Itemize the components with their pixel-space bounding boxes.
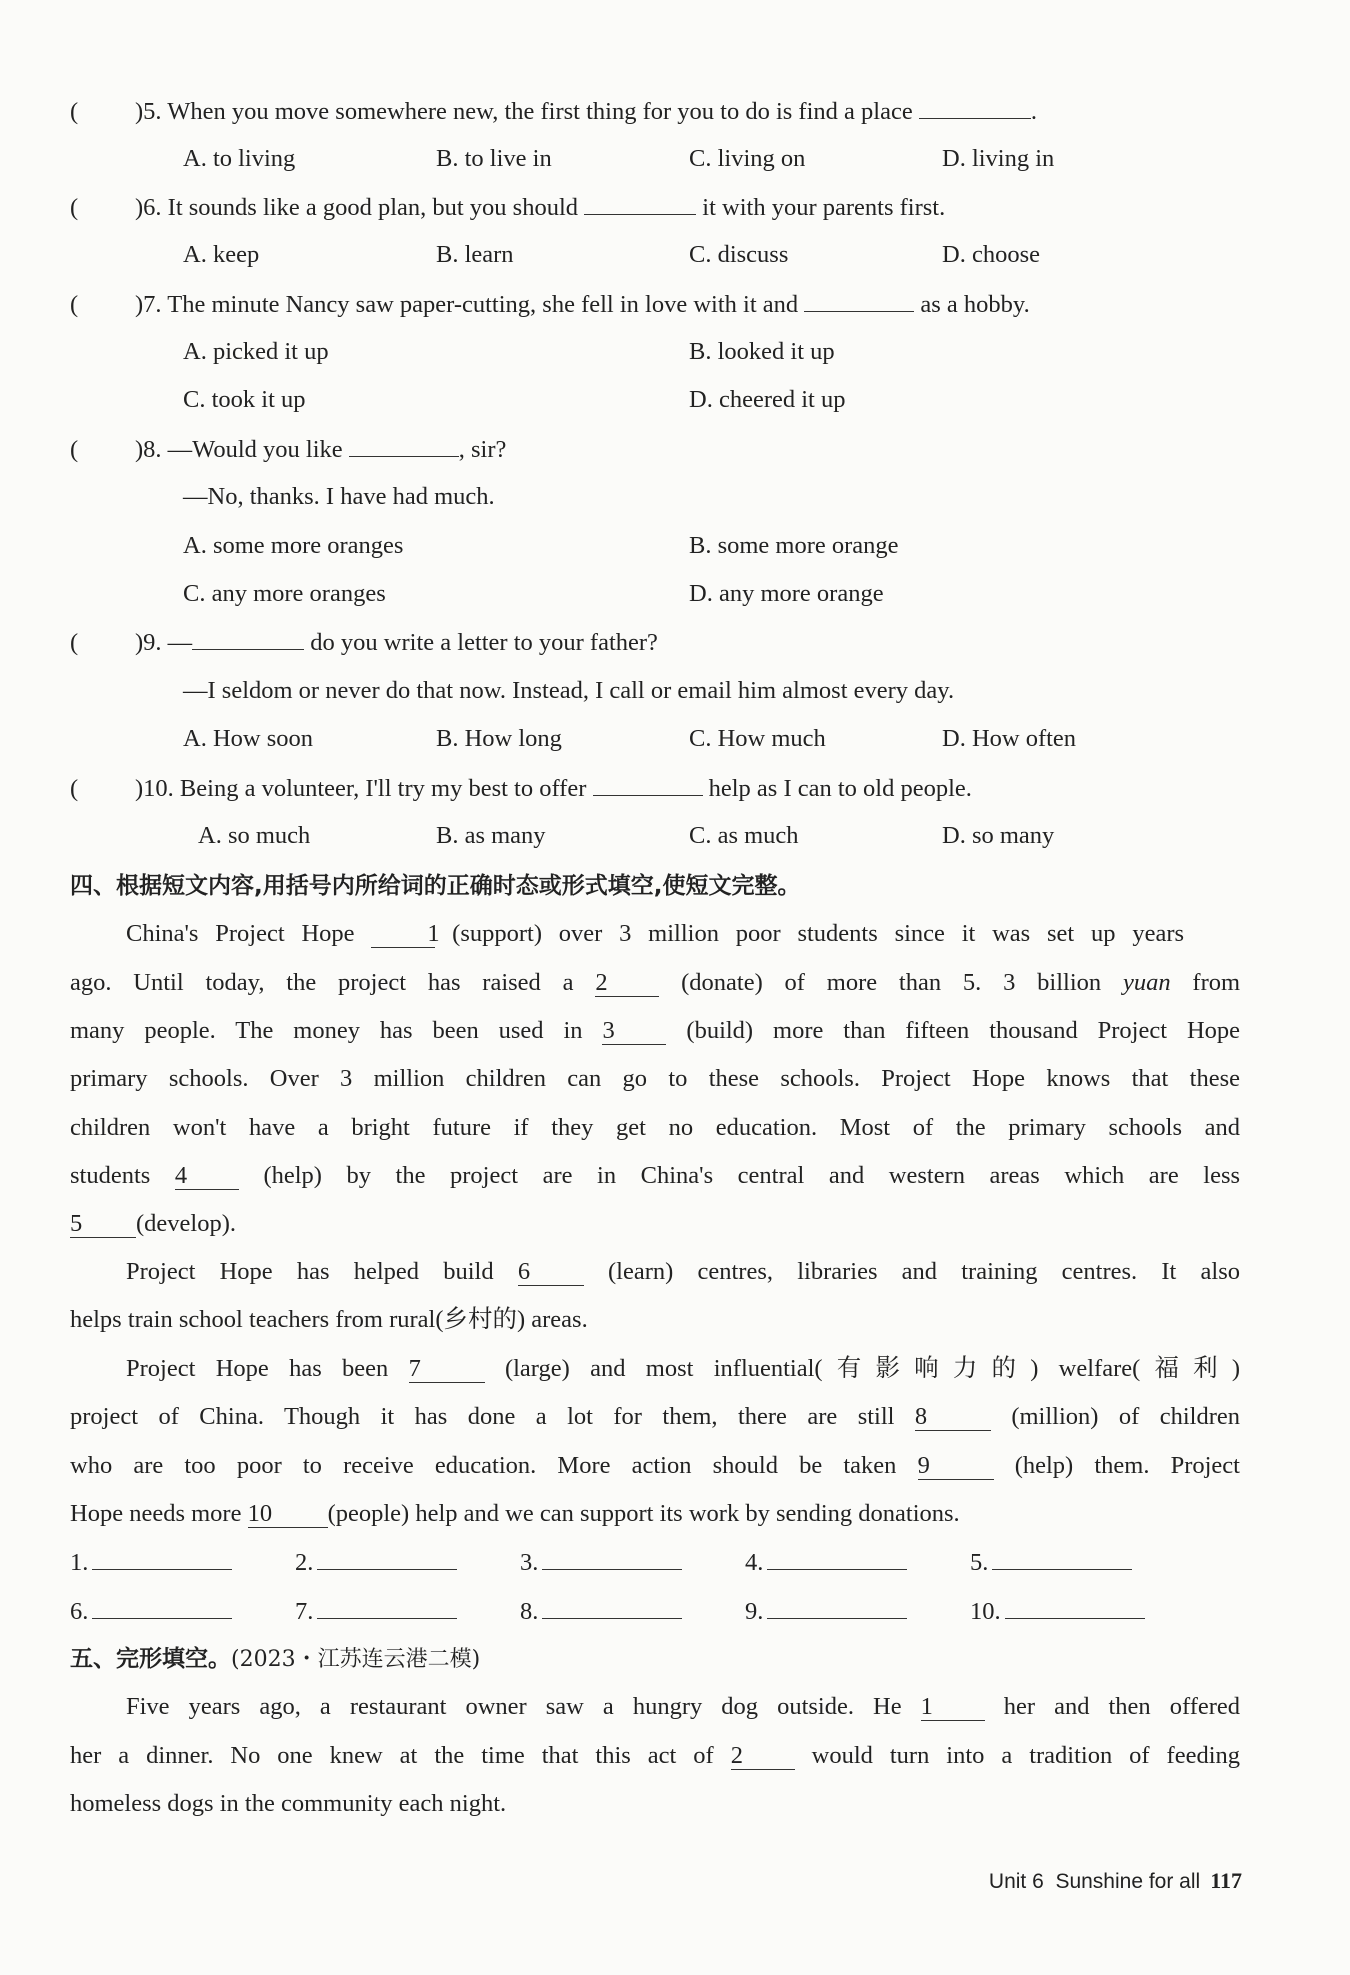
option-b[interactable]: B. as many bbox=[436, 822, 546, 849]
numbered-blank: 3 bbox=[602, 1018, 666, 1045]
option-d[interactable]: D. so many bbox=[942, 822, 1055, 849]
question-number: )9. bbox=[135, 629, 162, 656]
question-number: )7. bbox=[135, 291, 162, 318]
passage-line: Hope needs more 10 (people) help and we can support its work by sending donations. bbox=[70, 1500, 960, 1527]
option-b[interactable]: B. looked it up bbox=[689, 338, 835, 365]
answer-line[interactable]: 3. bbox=[520, 1545, 682, 1580]
page-footer bbox=[989, 1868, 1242, 1894]
option-a[interactable]: A. to living bbox=[183, 145, 296, 172]
answer-blank[interactable] bbox=[349, 432, 459, 457]
option-d[interactable]: D. any more orange bbox=[689, 580, 884, 607]
option-c[interactable]: C. living on bbox=[689, 145, 806, 172]
option-c[interactable]: C. took it up bbox=[183, 386, 306, 413]
question-number: )8. bbox=[135, 436, 162, 463]
answer-paren: ( bbox=[70, 775, 79, 802]
passage-line: China's Project Hope 1 (support) over 3 million poor students since it was set up years bbox=[126, 920, 1185, 947]
question-stem: It sounds like a good plan, but you should bbox=[167, 194, 579, 221]
answer-line[interactable]: 6. bbox=[70, 1594, 232, 1629]
passage-line: primary schools. Over 3 million children can go to these schools. Project Hope knows that these bbox=[70, 1065, 1240, 1092]
answer-blank[interactable] bbox=[919, 94, 1031, 119]
answer-paren: ( bbox=[70, 194, 79, 221]
numbered-blank: 9 bbox=[918, 1453, 994, 1480]
question-10 bbox=[70, 771, 972, 806]
unit-title: Sunshine for all bbox=[1055, 1870, 1201, 1893]
numbered-blank: 10 bbox=[248, 1501, 328, 1528]
answer-paren: ( bbox=[70, 629, 79, 656]
question-stem-end: help as I can to old people. bbox=[708, 775, 972, 802]
passage-line: Project Hope has been 7 (large) and most influential(有影响力的) welfare(福利) bbox=[126, 1355, 1240, 1382]
answer-line[interactable]: 1. bbox=[70, 1545, 232, 1580]
passage-line: many people. The money has been used in 3 (build) more than fifteen thousand Project Hope bbox=[70, 1017, 1241, 1044]
passage-line: helps train school teachers from rural(乡村的) areas. bbox=[70, 1306, 588, 1333]
question-8 bbox=[70, 432, 506, 467]
answer-paren: ( bbox=[70, 436, 79, 463]
question-6 bbox=[70, 190, 945, 225]
answer-line[interactable]: 10. bbox=[970, 1594, 1145, 1629]
question-5 bbox=[70, 94, 1037, 129]
option-c[interactable]: C. any more oranges bbox=[183, 580, 386, 607]
dialogue-reply: —No, thanks. I have had much. bbox=[183, 483, 495, 510]
option-d[interactable]: D. How often bbox=[942, 725, 1077, 752]
answer-line[interactable]: 4. bbox=[745, 1545, 907, 1580]
question-7 bbox=[70, 287, 1030, 322]
numbered-blank: 1 bbox=[921, 1694, 985, 1721]
answer-blank[interactable] bbox=[584, 190, 696, 215]
passage-line: project of China. Though it has done a lot for them, there are still 8 (million) of children bbox=[70, 1403, 1240, 1430]
section-4-heading: 四、根据短文内容,用括号内所给词的正确时态或形式填空,使短文完整。 bbox=[70, 873, 801, 899]
option-c[interactable]: C. as much bbox=[689, 822, 799, 849]
option-a[interactable]: A. some more oranges bbox=[183, 532, 404, 559]
answer-blank[interactable] bbox=[804, 287, 914, 312]
option-d[interactable]: D. living in bbox=[942, 145, 1055, 172]
unit-label: Unit 6 bbox=[988, 1870, 1044, 1893]
option-a[interactable]: A. picked it up bbox=[183, 338, 329, 365]
numbered-blank: 6 bbox=[518, 1259, 584, 1286]
question-stem: —Would you like bbox=[167, 436, 343, 463]
answer-line[interactable]: 7. bbox=[295, 1594, 457, 1629]
passage-line: children won't have a bright future if they get no education. Most of the primary schools and bbox=[70, 1114, 1240, 1141]
question-9 bbox=[70, 625, 658, 660]
numbered-blank: 2 bbox=[731, 1743, 795, 1770]
answer-paren: ( bbox=[70, 291, 79, 318]
passage-line: homeless dogs in the community each night. bbox=[70, 1790, 507, 1817]
numbered-blank: 1 bbox=[371, 921, 435, 948]
numbered-blank: 5 bbox=[70, 1211, 136, 1238]
question-stem-end: as a hobby. bbox=[920, 291, 1030, 318]
numbered-blank: 2 bbox=[595, 970, 659, 997]
passage-line: who are too poor to receive education. More action should be taken 9 (help) them. Project bbox=[70, 1452, 1240, 1479]
answer-line[interactable]: 2. bbox=[295, 1545, 457, 1580]
option-b[interactable]: B. How long bbox=[436, 725, 562, 752]
question-stem: Being a volunteer, I'll try my best to offer bbox=[179, 775, 587, 802]
numbered-blank: 8 bbox=[915, 1404, 991, 1431]
answer-line[interactable]: 9. bbox=[745, 1594, 907, 1629]
page-number: 117 bbox=[1210, 1868, 1242, 1893]
section-5-heading: 五、完形填空。(2023・江苏连云港二模) bbox=[70, 1646, 481, 1672]
answer-paren: ( bbox=[70, 98, 79, 125]
answer-line[interactable]: 5. bbox=[970, 1545, 1132, 1580]
passage-line: Five years ago, a restaurant owner saw a hungry dog outside. He 1 her and then offered bbox=[126, 1693, 1241, 1720]
question-stem-end: . bbox=[1030, 98, 1037, 125]
passage-line: her a dinner. No one knew at the time that this act of 2 would turn into a tradition of feeding bbox=[70, 1742, 1241, 1769]
dialogue-reply: —I seldom or never do that now. Instead, I call or email him almost every day. bbox=[183, 677, 955, 704]
option-d[interactable]: D. cheered it up bbox=[689, 386, 846, 413]
option-d[interactable]: D. choose bbox=[942, 241, 1040, 268]
option-c[interactable]: C. discuss bbox=[689, 241, 789, 268]
question-number: )5. bbox=[135, 98, 162, 125]
answer-blank[interactable] bbox=[593, 771, 703, 796]
option-a[interactable]: A. so much bbox=[198, 822, 311, 849]
option-a[interactable]: A. keep bbox=[183, 241, 260, 268]
question-stem: When you move somewhere new, the first thing for you to do is find a place bbox=[167, 98, 913, 125]
numbered-blank: 4 bbox=[175, 1163, 239, 1190]
question-number: )6. bbox=[135, 194, 162, 221]
option-b[interactable]: B. some more orange bbox=[689, 532, 899, 559]
question-stem-end: do you write a letter to your father? bbox=[310, 629, 658, 656]
question-stem: — bbox=[167, 629, 193, 656]
passage-line: 5 (develop). bbox=[70, 1210, 236, 1237]
question-stem: The minute Nancy saw paper-cutting, she fell in love with it and bbox=[167, 291, 799, 318]
option-b[interactable]: B. learn bbox=[436, 241, 514, 268]
question-stem-end: , sir? bbox=[458, 436, 507, 463]
option-b[interactable]: B. to live in bbox=[436, 145, 552, 172]
option-a[interactable]: A. How soon bbox=[183, 725, 313, 752]
passage-line: students 4 (help) by the project are in China's central and western areas which are less bbox=[70, 1162, 1241, 1189]
question-number: )10. bbox=[135, 775, 174, 802]
question-stem-end: it with your parents first. bbox=[702, 194, 946, 221]
section-5-source: (2023・江苏连云港二模) bbox=[231, 1647, 481, 1672]
option-c[interactable]: C. How much bbox=[689, 725, 826, 752]
answer-blank[interactable] bbox=[192, 625, 304, 650]
passage-line: ago. Until today, the project has raised a 2 (donate) of more than 5. 3 billion yuan from bbox=[70, 969, 1241, 996]
answer-line[interactable]: 8. bbox=[520, 1594, 682, 1629]
passage-line: Project Hope has helped build 6 (learn) centres, libraries and training centres. It also bbox=[126, 1258, 1240, 1285]
numbered-blank: 7 bbox=[409, 1356, 485, 1383]
